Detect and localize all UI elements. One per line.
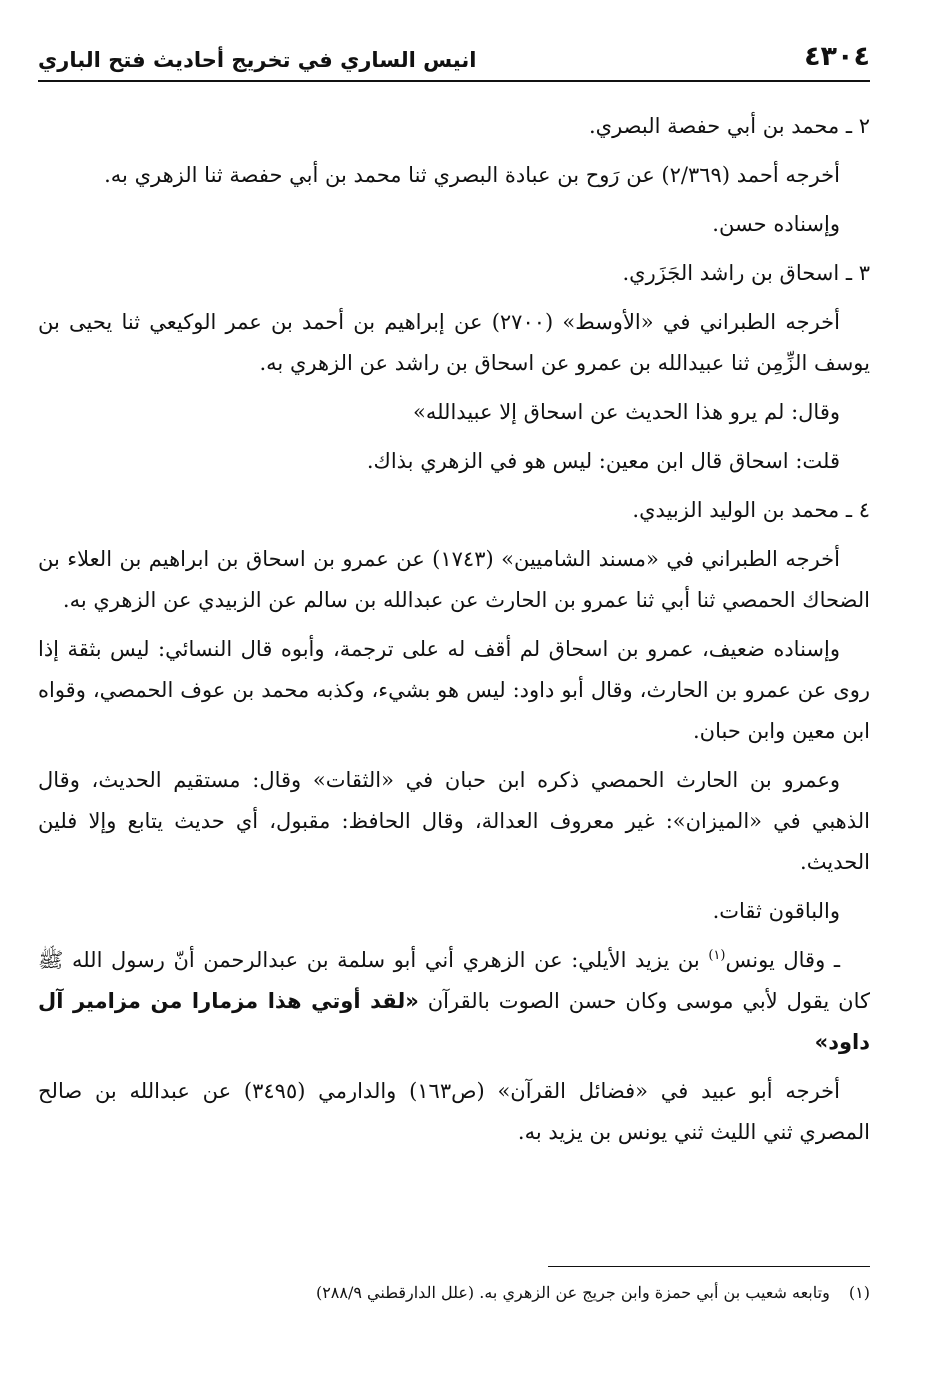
takhrij-paragraph: أخرجه الطبراني في «الأوسط» (٢٧٠٠) عن إبراهيم بن أحمد بن عمر الوكيعي ثنا يحيى بن يوسف الزِّمِن ثنا عبيدالله بن عمرو عن اسحاق بن راشد عن الزهري به. <box>38 310 870 375</box>
hadith-matn: «لقد أوتي هذا مزمارا من مزامير آل داود» <box>38 989 870 1054</box>
footnote-number: (١) <box>848 1283 870 1302</box>
hadith-intro: ـ وقال يونس <box>725 948 840 972</box>
takhrij-paragraph: أخرجه الطبراني في «مسند الشاميين» (١٧٤٣) عن عمرو بن اسحاق بن ابراهيم بن العلاء بن الضحاك الحمصي ثنا أبي ثنا عمرو بن الحارث عن عبدالله بن سالم عن الزبيدي عن الزهري به. <box>38 547 870 612</box>
narrator-assessment-paragraph: وعمرو بن الحارث الحمصي ذكره ابن حبان في «الثقات» وقال: مستقيم الحديث، وقال الذهبي في «الميزان»: غير معروف العدالة، وقال الحافظ: مقبول، أي حديث يتابع وإلا فلين الحديث. <box>38 768 870 874</box>
book-page <box>38 18 870 1368</box>
running-header <box>38 32 870 72</box>
book-title: انيس الساري في تخريج أحاديث فتح الباري <box>38 48 477 72</box>
grading-paragraph: وإسناده ضعيف، عمرو بن اسحاق لم أقف له على ترجمة، وأبوه قال النسائي: ليس بثقة إذا روى عن عمرو بن الحارث، وقال أبو داود: ليس هو بشيء، وكذبه محمد بن عوف الحمصي، وقواه ابن معين وابن حبان. <box>38 637 870 743</box>
narrator-heading-4: ٤ ـ محمد بن الوليد الزبيدي. <box>632 498 870 522</box>
footnote <box>38 1280 870 1306</box>
footnote-marker: (١) <box>708 948 726 963</box>
page-number: ٤٣٠٤ <box>804 41 870 72</box>
header-rule <box>38 80 870 82</box>
footnote-text: وتابعه شعيب بن أبي حمزة وابن جريج عن الزهري به. (علل الدارقطني ٢٨٨/٩) <box>315 1283 830 1302</box>
footnote-rule <box>548 1266 870 1267</box>
quote-paragraph: وقال: لم يرو هذا الحديث عن اسحاق إلا عبيدالله» <box>413 400 840 424</box>
comment-paragraph: قلت: اسحاق قال ابن معين: ليس هو في الزهري بذاك. <box>366 449 840 473</box>
takhrij-paragraph: أخرجه أبو عبيد في «فضائل القرآن» (ص١٦٣) والدارمي (٣٤٩٥) عن عبدالله بن صالح المصري ثني الليث ثني يونس بن يزيد به. <box>38 1079 870 1144</box>
narrator-heading-2: ٢ ـ محمد بن أبي حفصة البصري. <box>588 114 870 138</box>
narrator-heading-3: ٣ ـ اسحاق بن راشد الجَزَري. <box>622 261 870 285</box>
main-text <box>38 106 870 1161</box>
takhrij-paragraph: أخرجه أحمد (٢/٣٦٩) عن رَوح بن عبادة البصري ثنا محمد بن أبي حفصة ثنا الزهري به. <box>104 163 840 187</box>
hadith-isnad: بن يزيد الأيلي: عن الزهري أني أبو سلمة بن عبدالرحمن أنّ رسول الله ﷺ كان يقول لأبي موسى وكان حسن الصوت بالقرآن <box>38 948 871 1013</box>
grading-paragraph: والباقون ثقات. <box>712 899 840 923</box>
hadith-paragraph <box>38 940 870 1063</box>
grading-paragraph: وإسناده حسن. <box>712 212 840 236</box>
